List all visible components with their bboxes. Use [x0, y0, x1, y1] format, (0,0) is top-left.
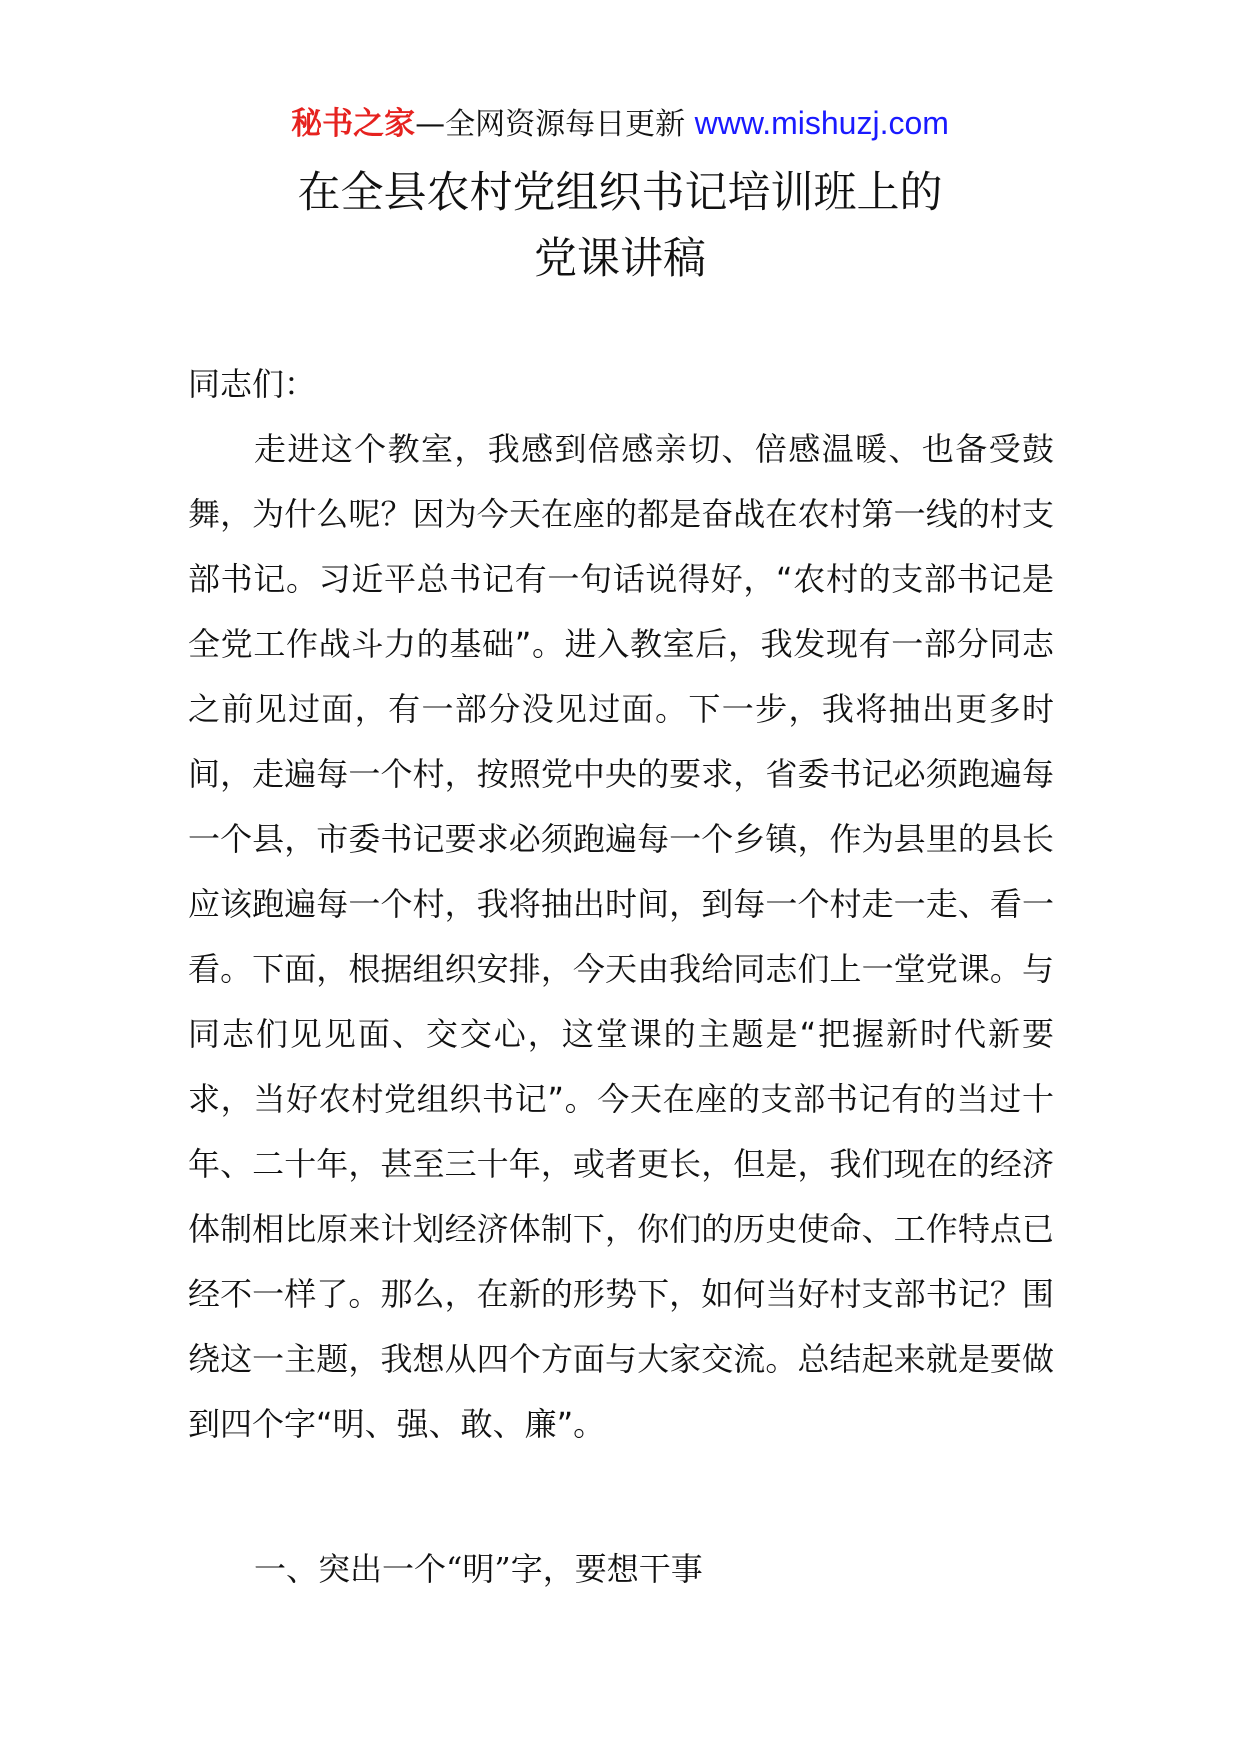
title-line-1: 在全县农村党组织书记培训班上的	[297, 168, 943, 218]
header-tagline: —全网资源每日更新	[415, 107, 695, 142]
brand-name: 秘书之家	[291, 106, 416, 142]
salutation: 同志们：	[188, 365, 317, 403]
body-paragraph: 走进这个教室，我感到倍感亲切、倍感温暖、也备受鼓舞，为什么呢？因为今天在座的都是奋战在农村第一线的村支部书记。习近平总书记有一句话说得好，“农村的支部书记是全党工作战斗力的基础”。进入教室后，我发现有一部分同志之前见过面，有一部分没见过面。下一步，我将抽出更多时间，走遍每一个村，按照党中央的要求，省委书记必须跑遍每一个县，市委书记要求必须跑遍每一个乡镇，作为县里的县长应该跑遍每一个村，我将抽出时间，到每一个村走一走、看一看。下面，根据组织安排，今天由我给同志们上一堂党课。与同志们见见面、交交心，这堂课的主题是“把握新时代新要求，当好农村党组织书记”。今天在座的支部书记有的当过十年、二十年，甚至三十年，或者更长，但是，我们现在的经济体制相比原来计划经济体制下，你们的历史使命、工作特点已经不一样了。那么，在新的形势下，如何当好村支部书记？围绕这一主题，我想从四个方面与大家交流。总结起来就是要做到四个字“明、强、敢、廉”。	[188, 430, 1054, 1443]
section-heading: 一、突出一个“明”字，要想干事	[254, 1550, 703, 1588]
document-body	[188, 352, 1054, 1588]
site-url-link[interactable]: www.mishuzj.com	[694, 105, 949, 141]
title-line-2: 党课讲稿	[534, 234, 706, 284]
document-title	[0, 160, 1240, 292]
site-header	[0, 100, 1240, 148]
